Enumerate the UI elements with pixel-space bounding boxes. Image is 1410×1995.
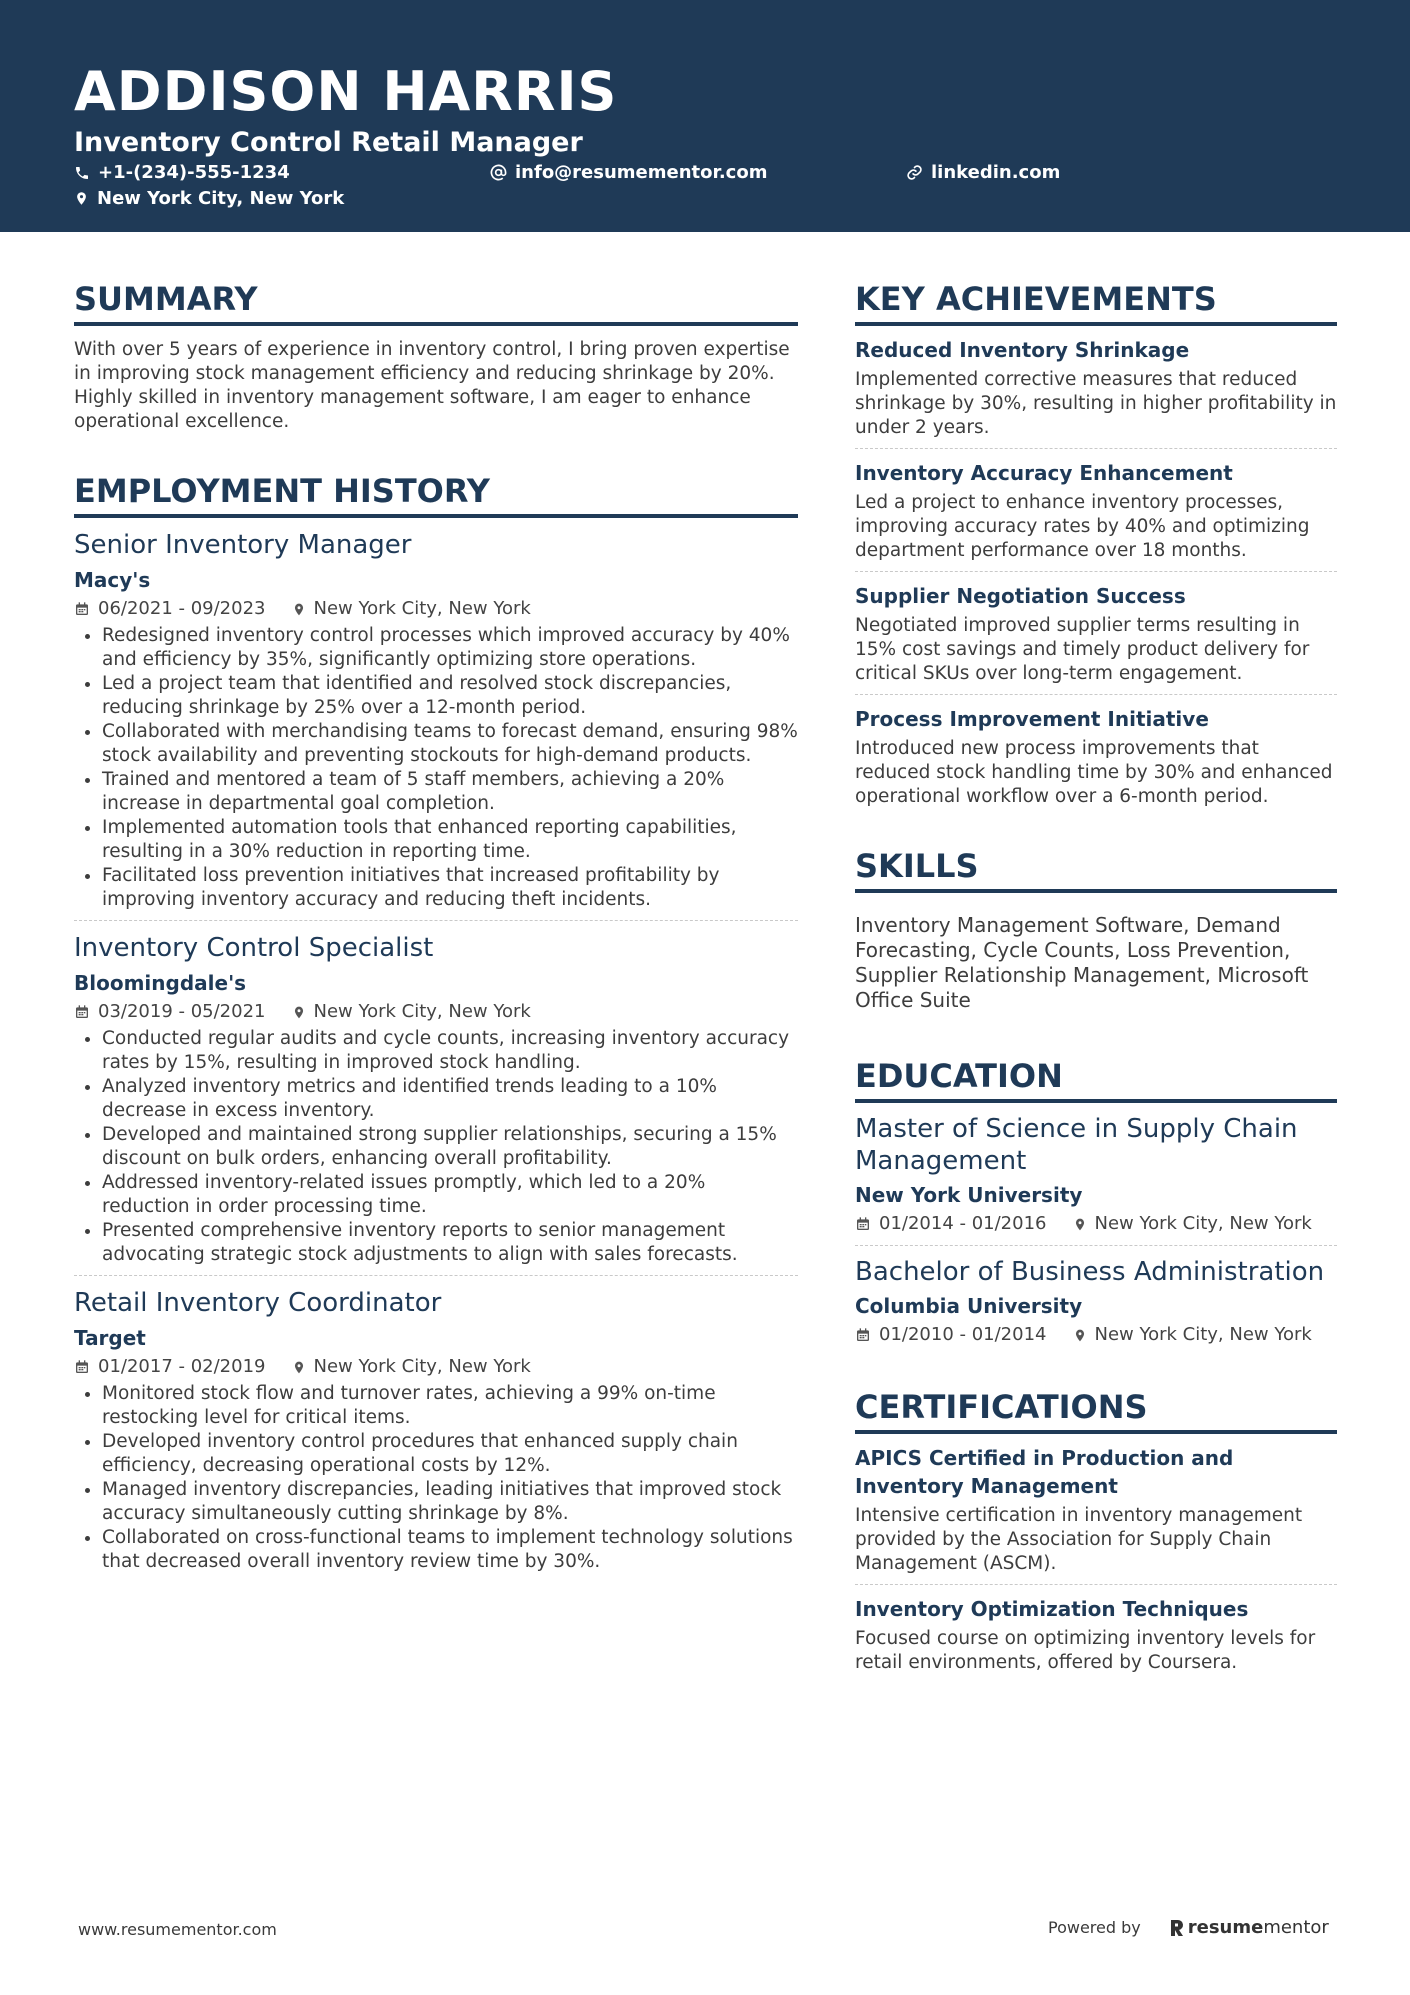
job-title: Inventory Control Specialist [74,933,434,963]
bullet-item: • Trained and mentored a team of 5 staff members, achieving a 20% increase in departmental goal completion. [102,768,798,816]
certifications-heading: CERTIFICATIONS [855,1386,1337,1434]
location-pin-icon [1073,1327,1087,1344]
summary-text: With over 5 years of experience in inventory control, I bring proven expertise in improving stock management efficiency and reducing shrinkage by 20%. Highly skilled in inventory management software, I am eager to enhance operational excellence. [74,339,790,432]
job-entry [74,528,798,921]
company-name: Macy's [74,568,151,592]
bullet-item: • Monitored stock flow and turnover rates, achieving a 99% on-time restocking level for critical items. [102,1382,798,1430]
calendar-icon [74,1004,90,1020]
achievement-desc: Negotiated improved supplier terms resulting in 15% cost savings and timely product delivery for critical SKUs over long-term engagement. [855,615,1310,684]
education-meta [855,1211,1337,1237]
bullet-item: • Collaborated on cross-functional teams to implement technology solutions that decreased overall inventory review time by 30%. [102,1526,798,1574]
footer-powered-by [1048,1917,1329,1938]
entry-divider [855,571,1337,572]
bullet-item: • Developed and maintained strong supplier relationships, securing a 15% discount on bulk orders, enhancing overall profitability. [102,1123,798,1171]
job-entry [74,931,798,1276]
phone-text[interactable]: +1-(234)-555-1234 [98,162,290,183]
brand-light: mentor [1263,1917,1329,1938]
contact-email [490,162,767,183]
skills-text: Inventory Management Software, Demand Forecasting, Cycle Counts, Loss Prevention, Supplier Relationship Management, Microsoft Office Suite [855,913,1309,1012]
calendar-icon [74,1359,90,1375]
right-column [855,278,1337,1675]
achievement-title: Inventory Accuracy Enhancement [855,461,1233,485]
phone-icon [74,165,90,181]
location-pin-icon [292,1004,306,1021]
achievement-desc: Introduced new process improvements that reduced stock handling time by 30% and enhanced operational workflow over a 6-month period. [855,738,1333,807]
company-name: Bloomingdale's [74,971,247,995]
certification-title: Inventory Optimization Techniques [855,1597,1249,1621]
contact-linkedin [906,162,1060,183]
job-dates: 06/2021 - 09/2023 [98,598,266,619]
school-name: New York University [855,1183,1083,1207]
entry-divider [855,694,1337,695]
bullet-item: • Facilitated loss prevention initiatives that increased profitability by improving inventory accuracy and reducing theft incidents. [102,864,798,912]
location-text: New York City, New York [97,188,345,209]
footer-website[interactable]: www.resumementor.com [78,1920,277,1939]
calendar-icon [855,1216,871,1232]
entry-divider [855,1245,1337,1246]
job-meta [74,596,798,622]
achievement-title: Process Improvement Initiative [855,707,1209,731]
job-dates: 03/2019 - 05/2021 [98,1001,266,1022]
entry-divider [855,448,1337,449]
achievement-item [855,459,1337,572]
job-bullets [74,624,798,912]
job-dates: 01/2017 - 02/2019 [98,1356,266,1377]
at-icon [490,164,507,181]
certification-desc: Focused course on optimizing inventory levels for retail environments, offered by Coursera. [855,1628,1316,1673]
job-meta [74,1354,798,1380]
job-meta [74,999,798,1025]
entry-divider [74,1275,798,1276]
location-pin-icon [1073,1216,1087,1233]
bullet-item: • Redesigned inventory control processes which improved accuracy by 40% and efficiency by 35%, significantly optimizing store operations. [102,624,798,672]
skills-heading: SKILLS [855,845,1337,893]
achievement-desc: Implemented corrective measures that reduced shrinkage by 30%, resulting in higher profitability in under 2 years. [855,369,1337,438]
job-title-headline: Inventory Control Retail Manager [74,127,583,158]
job-location: New York City, New York [313,1001,531,1022]
brand-logo[interactable] [1169,1917,1329,1938]
company-name: Target [74,1326,146,1350]
degree-title: Bachelor of Business Administration [855,1257,1325,1287]
job-title: Senior Inventory Manager [74,530,412,560]
job-location: New York City, New York [313,598,531,619]
certification-item [855,1595,1337,1675]
bullet-item: • Addressed inventory-related issues promptly, which led to a 20% reduction in order processing time. [102,1171,798,1219]
achievement-title: Reduced Inventory Shrinkage [855,338,1190,362]
achievement-desc: Led a project to enhance inventory processes, improving accuracy rates by 40% and optimizing department performance over 18 months. [855,492,1310,561]
job-bullets [74,1027,798,1267]
linkedin-text[interactable]: linkedin.com [931,162,1061,183]
certification-title: APICS Certified in Production and Inventory Management [855,1446,1234,1498]
job-entry [74,1286,798,1574]
candidate-name: ADDISON HARRIS [74,60,618,123]
certification-desc: Intensive certification in inventory management provided by the Association for Supply Chain Management (ASCM). [855,1505,1303,1574]
achievement-item [855,336,1337,449]
achievements-heading: KEY ACHIEVEMENTS [855,278,1337,326]
job-bullets [74,1382,798,1574]
entry-divider [855,1584,1337,1585]
left-column [74,278,798,1574]
achievement-item [855,582,1337,695]
education-item [855,1256,1337,1348]
entry-divider [74,920,798,921]
contact-phone [74,162,290,183]
location-pin-icon [292,1359,306,1376]
summary-heading: SUMMARY [74,278,798,326]
bullet-item: • Conducted regular audits and cycle counts, increasing inventory accuracy rates by 15%, resulting in improved stock handling. [102,1027,798,1075]
bullet-item: • Presented comprehensive inventory reports to senior management advocating strategic stock adjustments to align with sales forecasts. [102,1219,798,1267]
job-location: New York City, New York [313,1356,531,1377]
employment-heading: EMPLOYMENT HISTORY [74,470,798,518]
job-title: Retail Inventory Coordinator [74,1288,442,1318]
school-name: Columbia University [855,1294,1083,1318]
calendar-icon [74,601,90,617]
bullet-item: • Collaborated with merchandising teams to forecast demand, ensuring 98% stock availability and preventing stockouts for high-demand products. [102,720,798,768]
education-location: New York City, New York [1094,1213,1312,1234]
header-banner [0,0,1410,232]
education-dates: 01/2010 - 01/2014 [879,1324,1047,1345]
education-dates: 01/2014 - 01/2016 [879,1213,1047,1234]
certification-item [855,1444,1337,1585]
achievement-item [855,705,1337,809]
bullet-item: • Implemented automation tools that enhanced reporting capabilities, resulting in a 30% reduction in reporting time. [102,816,798,864]
bullet-item: • Managed inventory discrepancies, leading initiatives that improved stock accuracy simultaneously cutting shrinkage by 8%. [102,1478,798,1526]
achievement-title: Supplier Negotiation Success [855,584,1186,608]
bullet-item: • Led a project team that identified and resolved stock discrepancies, reducing shrinkage by 25% over a 12-month period. [102,672,798,720]
bullet-item: • Analyzed inventory metrics and identified trends leading to a 10% decrease in excess inventory. [102,1075,798,1123]
email-text[interactable]: info@resumementor.com [515,162,768,183]
contact-location [74,188,344,209]
calendar-icon [855,1327,871,1343]
resumementor-logo-icon [1169,1919,1185,1937]
location-pin-icon [292,601,306,618]
education-item [855,1113,1337,1246]
bullet-item: • Developed inventory control procedures that enhanced supply chain efficiency, decreasing operational costs by 12%. [102,1430,798,1478]
powered-by-text: Powered by [1048,1918,1141,1937]
education-meta [855,1322,1337,1348]
location-pin-icon [74,190,89,207]
education-heading: EDUCATION [855,1055,1337,1103]
brand-bold: resume [1187,1917,1264,1938]
education-location: New York City, New York [1094,1324,1312,1345]
link-icon [906,164,923,181]
degree-title: Master of Science in Supply Chain Management [855,1114,1298,1176]
